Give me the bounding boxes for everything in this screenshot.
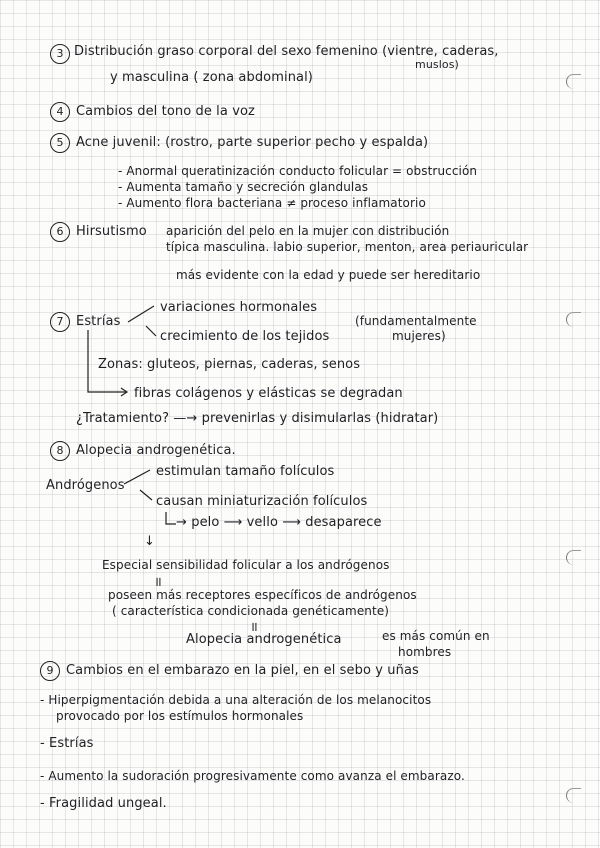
pregnancy-hyperpigmentation-2: provocado por los estímulos hormonales xyxy=(56,709,304,723)
stretch-marks-label: Estrías xyxy=(76,314,121,329)
stretch-treatment: ¿Tratamiento? —→ prevenirlas y disimularlas (hidratar) xyxy=(76,411,439,426)
item-number-3: 3 xyxy=(50,44,70,64)
item-number-4: 4 xyxy=(50,102,70,122)
pregnancy-stretch-marks: - Estrías xyxy=(40,736,94,751)
alopecia-title: Alopecia androgenética. xyxy=(76,443,236,458)
stretch-note-line-1: (fundamentalmente xyxy=(355,314,477,328)
distribution-line-1: Distribución graso corporal del sexo femenino (vientre, caderas, xyxy=(74,44,499,59)
acne-heading: Acne juvenil: (rostro, parte superior pecho y espalda) xyxy=(76,135,429,150)
stretch-cause-growth: crecimiento de los tejidos xyxy=(160,329,330,344)
voice-change-text: Cambios del tono de la voz xyxy=(76,104,255,119)
item-number-8: 8 xyxy=(50,441,70,461)
down-arrow-icon: ↓ xyxy=(144,534,155,549)
androgens-effect-2: causan miniaturización folículos xyxy=(156,494,368,509)
hirsutism-line-2: típica masculina. labio superior, menton, area periauricular xyxy=(166,240,529,254)
stretch-fibers: fibras colágenos y elásticas se degradan xyxy=(134,386,403,401)
pregnancy-sweating: - Aumento la sudoración progresivamente como avanza el embarazo. xyxy=(40,769,465,783)
item-number-5: 5 xyxy=(50,133,70,153)
equals-sign-2: ॥ xyxy=(250,620,258,635)
androgens-effect-1: estimulan tamaño folículos xyxy=(156,464,335,479)
pregnancy-title: Cambios en el embarazo en la piel, en el sebo y uñas xyxy=(66,663,419,678)
pregnancy-nail-fragility: - Fragilidad ungeal. xyxy=(40,796,167,811)
distribution-line-2: y masculina ( zona abdominal) xyxy=(110,70,313,85)
androgens-label: Andrógenos xyxy=(46,478,125,493)
follicular-sensitivity: Especial sensibilidad folicular a los andrógenos xyxy=(102,558,390,572)
stretch-zones: Zonas: gluteos, piernas, caderas, senos xyxy=(98,357,361,372)
stretch-cause-hormonal: variaciones hormonales xyxy=(160,300,318,315)
receptors-line-1: poseen más receptores específicos de andrógenos xyxy=(108,588,417,602)
hirsutism-line-3: más evidente con la edad y puede ser hereditario xyxy=(176,268,481,282)
stretch-note-line-2: mujeres) xyxy=(392,329,446,343)
more-common-line-2: hombres xyxy=(398,645,452,659)
pregnancy-hyperpigmentation-1: - Hiperpigmentación debida a una alteración de los melanocitos xyxy=(40,693,432,707)
receptors-line-2: ( característica condicionada genéticamente) xyxy=(112,604,390,618)
equals-sign-1: ॥ xyxy=(154,575,162,590)
acne-bullet-2: - Aumenta tamaño y secreción glandulas xyxy=(118,180,369,194)
alopecia-conclusion: Alopecia androgenética xyxy=(186,632,342,647)
item-number-9: 9 xyxy=(40,661,60,681)
acne-bullet-3: - Aumento flora bacteriana ≠ proceso inflamatorio xyxy=(118,196,426,210)
acne-bullet-1: - Anormal queratinización conducto folicular = obstrucción xyxy=(118,164,478,178)
item-number-6: 6 xyxy=(50,222,70,242)
item-number-7: 7 xyxy=(50,312,70,332)
more-common-line-1: es más común en xyxy=(382,629,490,643)
hirsutism-line-1: aparición del pelo en la mujer con distribución xyxy=(166,224,450,238)
hair-progression: → pelo ⟶ vello ⟶ desaparece xyxy=(176,515,382,530)
hirsutism-label: Hirsutismo xyxy=(76,224,147,239)
distribution-muslos: muslos) xyxy=(415,58,459,71)
